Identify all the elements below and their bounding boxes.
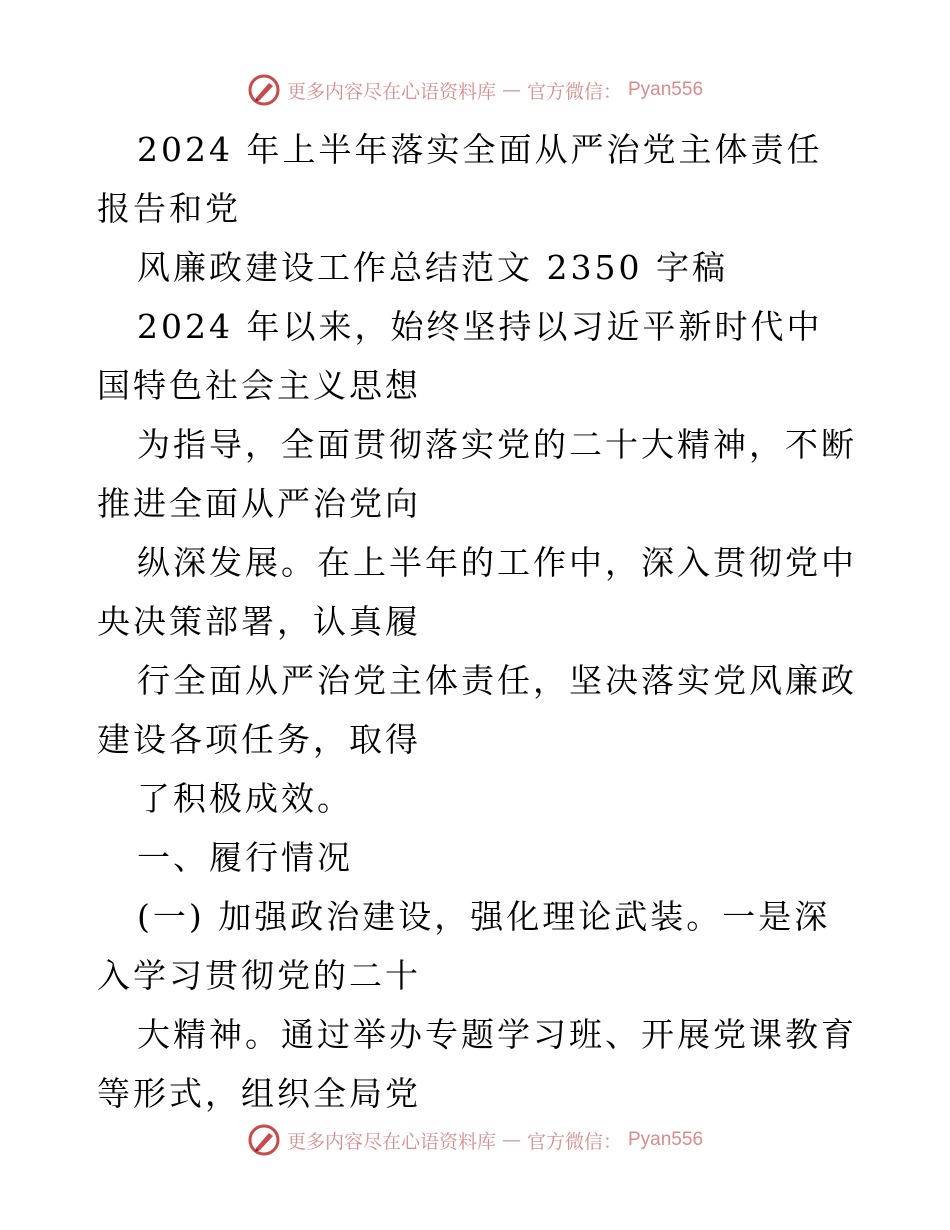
watermark-text: 更多内容尽在心语资料库 <box>286 80 496 103</box>
document-title-line-2: 风廉政建设工作总结范文 2350 字稿 <box>137 248 728 287</box>
watermark-id: Pyan556 <box>628 1129 704 1150</box>
section-heading: 一、履行情况 <box>137 838 353 877</box>
document-paragraph: 2024 年以来，始终坚持以习近平新时代中国特色社会主义思想 <box>97 307 823 405</box>
watermark-id: Pyan556 <box>628 79 704 100</box>
footer-watermark <box>0 1120 950 1160</box>
watermark-contact: 官方微信： <box>526 80 622 103</box>
pen-circle-logo-icon <box>247 1123 281 1157</box>
pen-circle-logo-icon <box>247 73 281 107</box>
document-body <box>97 120 857 1123</box>
document-paragraph: 行全面从严治党主体责任，坚决落实党风廉政建设各项任务，取得 <box>97 661 857 759</box>
watermark-separator: — <box>501 1129 521 1151</box>
document-paragraph: 为指导，全面贯彻落实党的二十大精神，不断推进全面从严治党向 <box>97 425 857 523</box>
document-paragraph: 纵深发展。在上半年的工作中，深入贯彻党中央决策部署，认真履 <box>97 543 857 641</box>
document-paragraph: 了积极成效。 <box>137 779 353 818</box>
header-watermark <box>0 70 950 110</box>
watermark-text: 更多内容尽在心语资料库 <box>286 1130 496 1153</box>
document-title-line-1: 2024 年上半年落实全面从严治党主体责任报告和党 <box>97 130 823 228</box>
document-paragraph: (一) 加强政治建设，强化理论武装。一是深入学习贯彻党的二十 <box>97 897 831 995</box>
watermark-separator: — <box>501 79 521 101</box>
watermark-contact: 官方微信： <box>526 1130 622 1153</box>
document-paragraph: 大精神。通过举办专题学习班、开展党课教育等形式，组织全局党 <box>97 1015 857 1113</box>
